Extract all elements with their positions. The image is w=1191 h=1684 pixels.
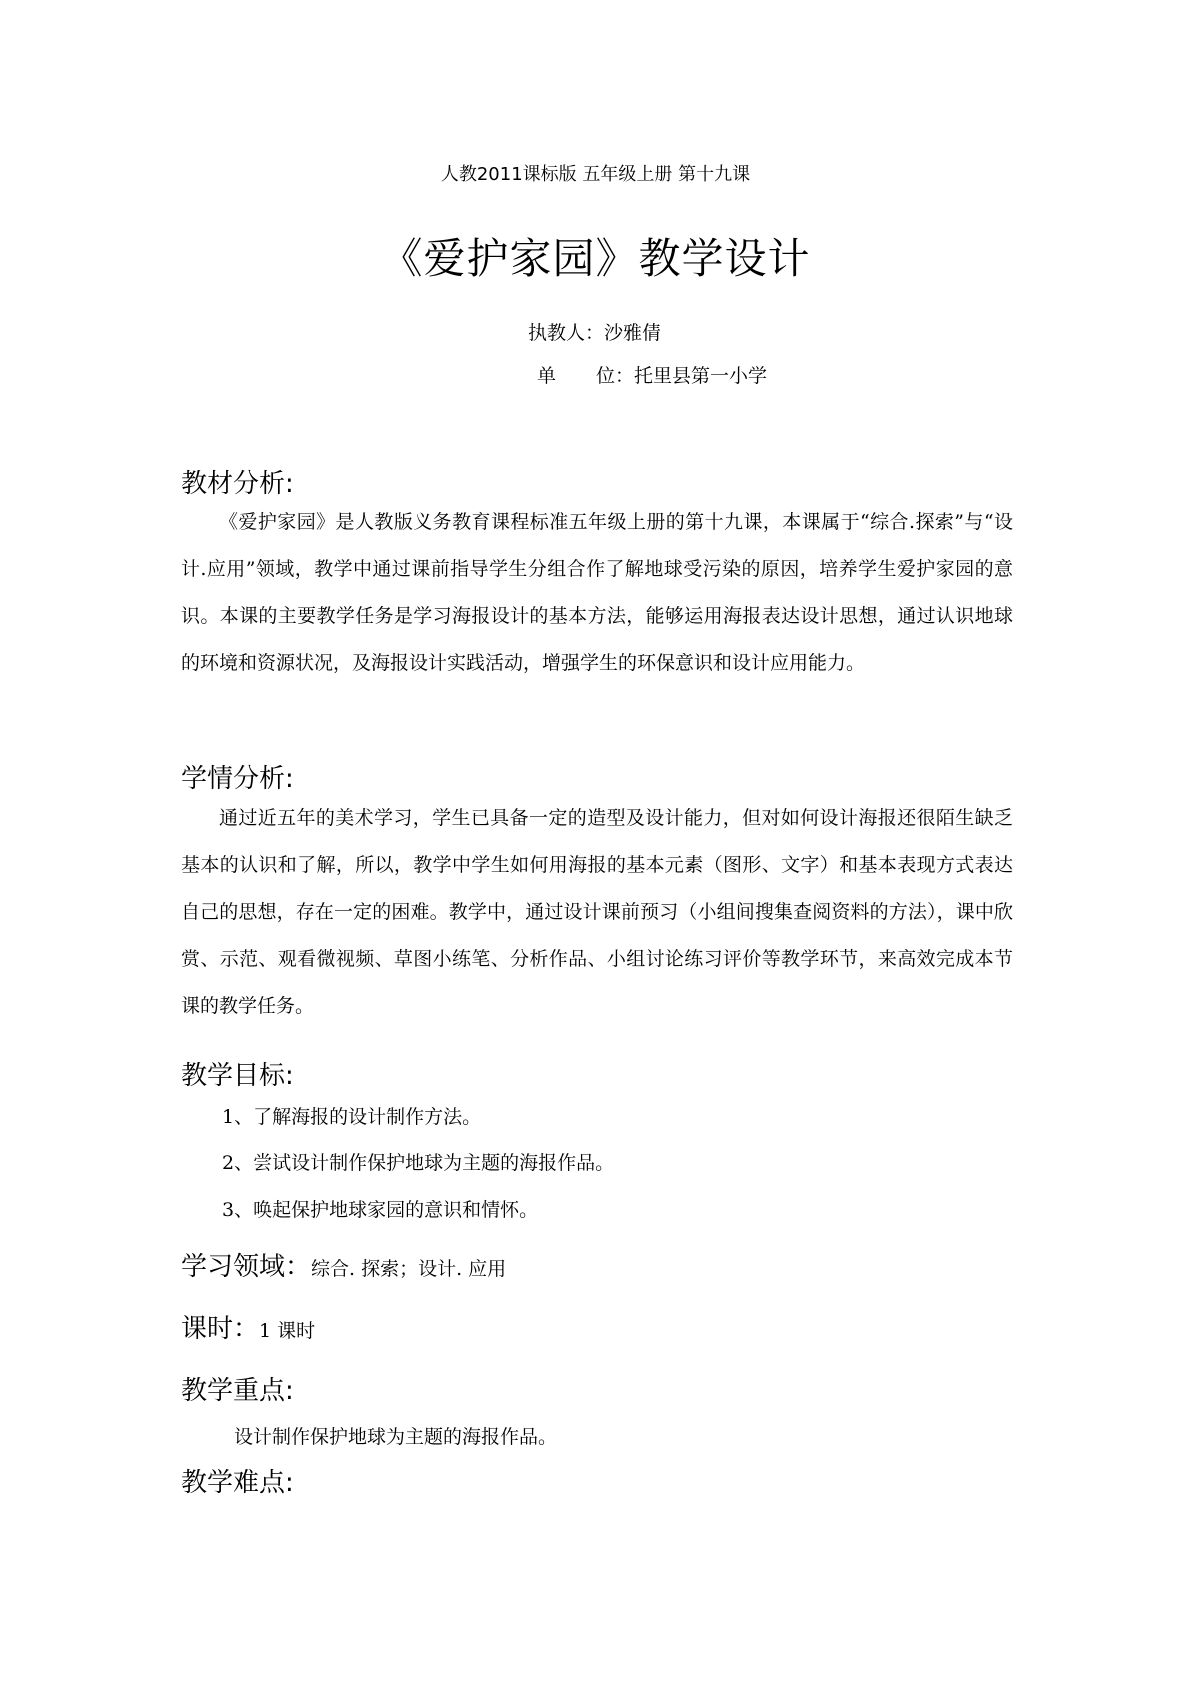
difficulty-heading: 教学难点: [181,1468,294,1498]
author-line: 执教人：沙雅倩 [528,322,662,344]
goal-item-1: 1、了解海报的设计制作方法。 [222,1106,482,1128]
period-value: 1 课时 [259,1320,316,1342]
unit-line [537,361,767,388]
students-heading: 学情分析: [181,764,294,794]
students-paragraph: 通过近五年的美术学习，学生已具备一定的造型及设计能力，但对如何设计海报还很陌生缺乏基本的认识和了解，所以，教学中学生如何用海报的基本元素（图形、文字）和基本表现方式表达自己的思想，存在一定的困难。教学中，通过设计课前预习（小组间搜集查阅资料的方法），课中欣赏、示范、观看微视频、草图小练笔、分析作品、小组讨论练习评价等教学环节，来高效完成本节课的教学任务。 [181,807,1013,1017]
page-title: 《爱护家园》教学设计 [380,234,811,283]
period-line [181,1308,315,1345]
goals-heading: 教学目标: [181,1061,294,1091]
keypoint-heading: 教学重点: [181,1376,294,1406]
material-heading: 教材分析: [181,469,294,499]
material-paragraph: 《爱护家园》是人教版义务教育课程标准五年级上册的第十九课，本课属于“综合.探索”与“设计.应用”领域，教学中通过课前指导学生分组合作了解地球受污染的原因，培养学生爱护家园的意识。本课的主要教学任务是学习海报设计的基本方法，能够运用海报表达设计思想，通过认识地球的环境和资源状况，及海报设计实践活动，增强学生的环保意识和设计应用能力。 [181,511,1013,674]
unit-value: 位：托里县第一小学 [596,365,768,387]
goal-item-3: 3、唤起保护地球家园的意识和情怀。 [222,1199,539,1221]
domain-line [181,1246,506,1283]
keypoint-text: 设计制作保护地球为主题的海报作品。 [234,1426,558,1448]
goal-item-2: 2、尝试设计制作保护地球为主题的海报作品。 [222,1152,615,1174]
course-subtitle: 人教2011课标版 五年级上册 第十九课 [440,164,751,185]
period-heading: 课时： [181,1314,260,1344]
domain-value: 综合. 探索；设计. 应用 [311,1258,507,1280]
domain-heading: 学习领域： [181,1252,312,1282]
unit-label: 单 [537,365,557,387]
